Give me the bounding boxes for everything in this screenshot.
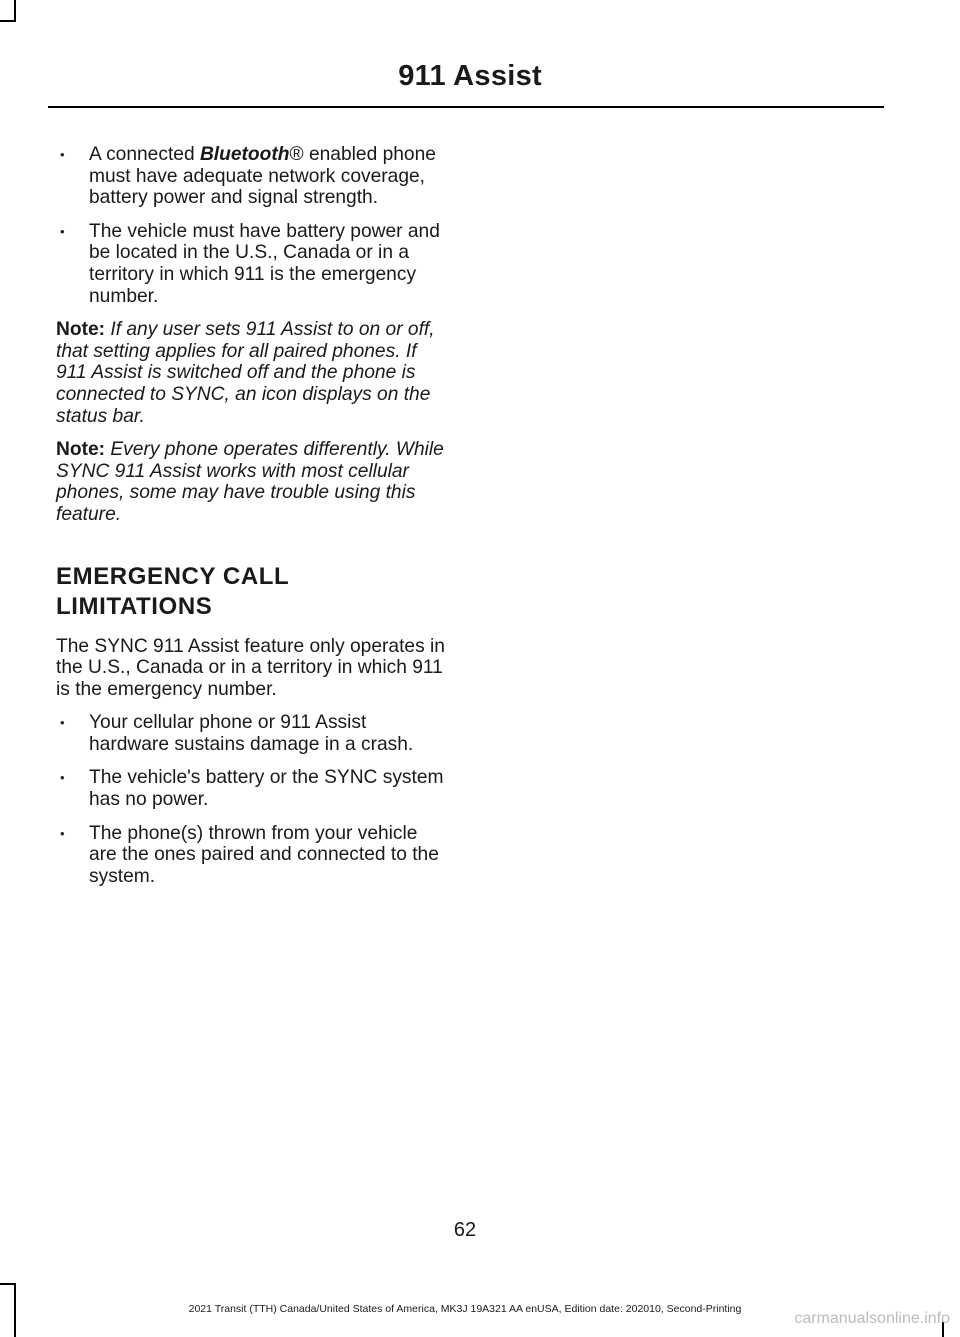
footer-edition-info: 2021 Transit (TTH) Canada/United States of America, MK3J 19A321 AA enUSA, Edition date: 202010, Second-Printing bbox=[188, 1303, 742, 1315]
bullet-icon: • bbox=[60, 223, 65, 239]
bullet-icon: • bbox=[60, 147, 65, 162]
requirements-list bbox=[56, 144, 448, 307]
note-label: Note: bbox=[56, 319, 106, 341]
bullet-icon: • bbox=[60, 825, 65, 841]
page-number: 62 bbox=[453, 1219, 477, 1241]
main-column bbox=[56, 144, 448, 899]
crop-mark-bottom-left-horizontal bbox=[0, 1283, 16, 1285]
limitations-list bbox=[56, 712, 448, 887]
bullet-icon: • bbox=[60, 770, 65, 786]
header-divider bbox=[48, 106, 884, 108]
watermark: carmanualsonline.info bbox=[794, 1310, 950, 1327]
section-heading: EMERGENCY CALL LIMITATIONS bbox=[56, 562, 290, 620]
list-item: • A connected Bluetooth® enabled phone must have adequate network coverage, battery power and signal strength. bbox=[60, 144, 436, 209]
note-paragraph bbox=[56, 439, 448, 525]
crop-mark-top-left-vertical bbox=[14, 0, 16, 20]
note-label: Note: bbox=[56, 439, 106, 461]
note-text: If any user sets 911 Assist to on or off, that setting applies for all paired phones. If 911 Assist is switched off and the phone is connected to SYNC, an icon displays on the status bar. bbox=[56, 319, 435, 427]
list-item: • Your cellular phone or 911 Assist hardware sustains damage in a crash. bbox=[60, 712, 414, 755]
page-title: 911 Assist bbox=[398, 60, 542, 92]
list-item: • The phone(s) thrown from your vehicle are the ones paired and connected to the system. bbox=[60, 822, 439, 887]
note-text: Every phone operates differently. While SYNC 911 Assist works with most cellular phones, some may have trouble using this feature. bbox=[56, 439, 444, 525]
crop-mark-top-left-horizontal bbox=[0, 20, 16, 22]
list-item: • The vehicle's battery or the SYNC system has no power. bbox=[60, 767, 444, 811]
list-item: • The vehicle must have battery power and be located in the U.S., Canada or in a territory in which 911 is the emergency number. bbox=[60, 220, 440, 307]
bluetooth-brand: Bluetooth bbox=[199, 144, 290, 165]
note-paragraph bbox=[56, 319, 448, 427]
section-intro: The SYNC 911 Assist feature only operates in the U.S., Canada or in a territory in which 911 is the emergency number. bbox=[56, 635, 445, 700]
bullet-icon: • bbox=[60, 715, 65, 731]
